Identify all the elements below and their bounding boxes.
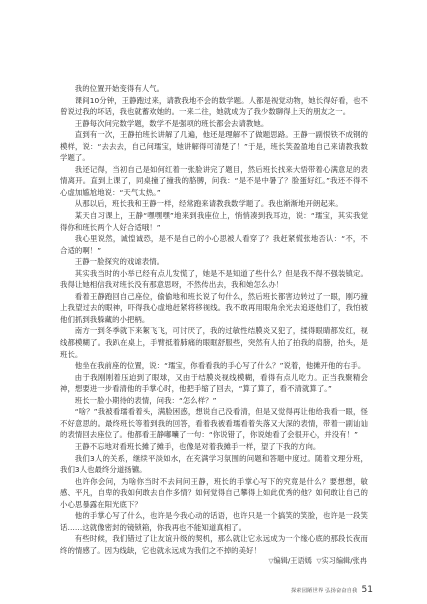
article-paragraph: 看着王静跑回自己座位，偷偷地和班长说了句什么，然后班长都害边转过了一眼，刚巧撞上我望过去的眼神，吓得我心虚地赶紧将移视线。我不敢再用眼角余光去追逐他们了，我怕被他们抓到我躲藏的小把柄。 [60,291,368,324]
article-paragraph: 课间10分钟，王静跑过来，请教我地不会的数学题。人都是视觉动物，她长得好看，也不曾说过我的坏话，我也就蓄欢她的。一来二往，她就成为了我少数聊得上天的朋友之一。 [60,95,368,117]
page-number: 51 [361,585,373,595]
article-body [60,83,368,556]
article-paragraph: 我的位置开始变得有人气。 [74,84,165,93]
editor-credit: 编辑/王语嫣 [273,556,312,565]
intern-editor-credit: 实习编辑/张冉 [321,556,367,565]
article-paragraph: 我心里说然，诚惶诚恐，是不是自己的小心思被人看穿了？我赶紧慌张地否认：“不，不合适的啊！” [60,234,368,255]
page-footer [291,585,373,595]
article-paragraph: 我们3人的关系，继续平淡如水，在充满学习氛围的问题和答题中度过。随着文理分班，我们3人也最终分道扬镳。 [60,453,368,475]
article-paragraph: 有些时候，我们错过了让友谊升级的契机，那么就让它永远成为一个缘心底的那段长夜而终的情感了。因为线缺，它也就永远成为我们之不掉的美好！ [60,534,368,555]
editor-credits [268,556,367,566]
journal-slogan: 探索园陋世界 弘扬奋奋自我 [291,588,358,594]
article-paragraph: 也许你会问，为啥你当时不去问问王静，班长的手掌心写下的究竟是什么？要想想，敏感、平凡，自卑的我如何敢去自作多情？如何觉得自己攀得上如此优秀的他？如何敢让自己的小心思暴露在阳光底下？ [60,476,368,509]
editor-mark-icon: ▽ [268,557,274,565]
article-paragraph: 王静不忘地对看班长摊了摊手，也像是对着我摊手一样，望了下我的方向。 [74,441,321,451]
article-paragraph: 南方一到冬季就下来絮飞飞，可讨厌了，我的过敏性结膜炎又犯了，揉得眼睛都发红，视线都模糊了。我趴在桌上，手臂抵着肺痛的眼眶舒服些，突然有人拍了拍我的肩膀，抬头，是班长。 [60,326,368,359]
article-paragraph: 我还记得，当初自己是如何红着一张脸讲完了题目，然后班长找来大悟带着心满意足的表情离开。直到上课了，同桌撞了撞我的胳膊，问我：“是不是中暑了？脸蛋好红。”我还不得不心虚加尴尬地说：“天气太热。” [60,164,368,197]
article-paragraph: “啥？”我被看瓀看着头，满脸困惑，想说自己没看清，但是又觉得再让他给我看一眼，怪不好意思的。最终班长等着到我的回答，看着我被看瓀看着失落又大深的表情，带着一副讪讪的表情回去座位了。他都看王静嘟囔了一句：“你说错了，你说她看了会很开心，并没有！” [60,407,368,440]
article-paragraph: 由于我刚刚着压迫到了眼球，又由于结膜炎视线模糊，看得有点儿吃力。正当我聚精会神，想要进一步看清他的手掌心时，他把手缩了回去，“算了算了，看不清就算了。” [60,372,368,394]
article-paragraph: 王静一脸探究的戏谑表情。 [74,257,165,267]
article-paragraph: 某天自习课上，王静“嘿嘿嘿”地来到我座位上，悄悄凑到我耳边，说：“瓀宝，其实我觉得你和班长两个人好合适哦！” [60,211,368,232]
article-paragraph: 班长一脸小期待的表情，问我：“怎么样？” [74,395,217,405]
article-paragraph: 他坐在我前座的位置，说：“瓀宝，你看看我的手心写了什么？”说着，他摊开他的右手。 [74,361,366,371]
intern-mark-icon: ▽ [316,557,322,565]
article-paragraph: 直到有一次，王静拍班长讲解了几遍，他还是理解不了做题思路。王静一副恨铁不成钢的模样，说：“去去去，自己问瓀宝，她讲解得可清楚了！”于是，班长笑盈盈地自己来请教我数学题了。 [60,130,368,163]
article-paragraph: 从那以后，班长我和王静一样，经常跑来请教我数学题了。我也渐渐地开朗起来。 [74,199,343,209]
article-paragraph: 其实我当时的小举已经有点儿发慌了，她是不是知道了些什么？但是我不得不强装镇定。我得让她相信我对班长没有那意思呀，不然传出去，我和她怎么办！ [60,268,368,290]
article-paragraph: 他的手掌心写了什么，也许是今我心动的话语，也许只是一个搞笑的笑脸，也许是一段笑话……这就像密封的镜锁箱，你我再也不能知道真相了。 [60,511,368,532]
article-paragraph: 王静每次问完数学题，数学不是强项的班长都会去请教她。 [74,118,269,128]
